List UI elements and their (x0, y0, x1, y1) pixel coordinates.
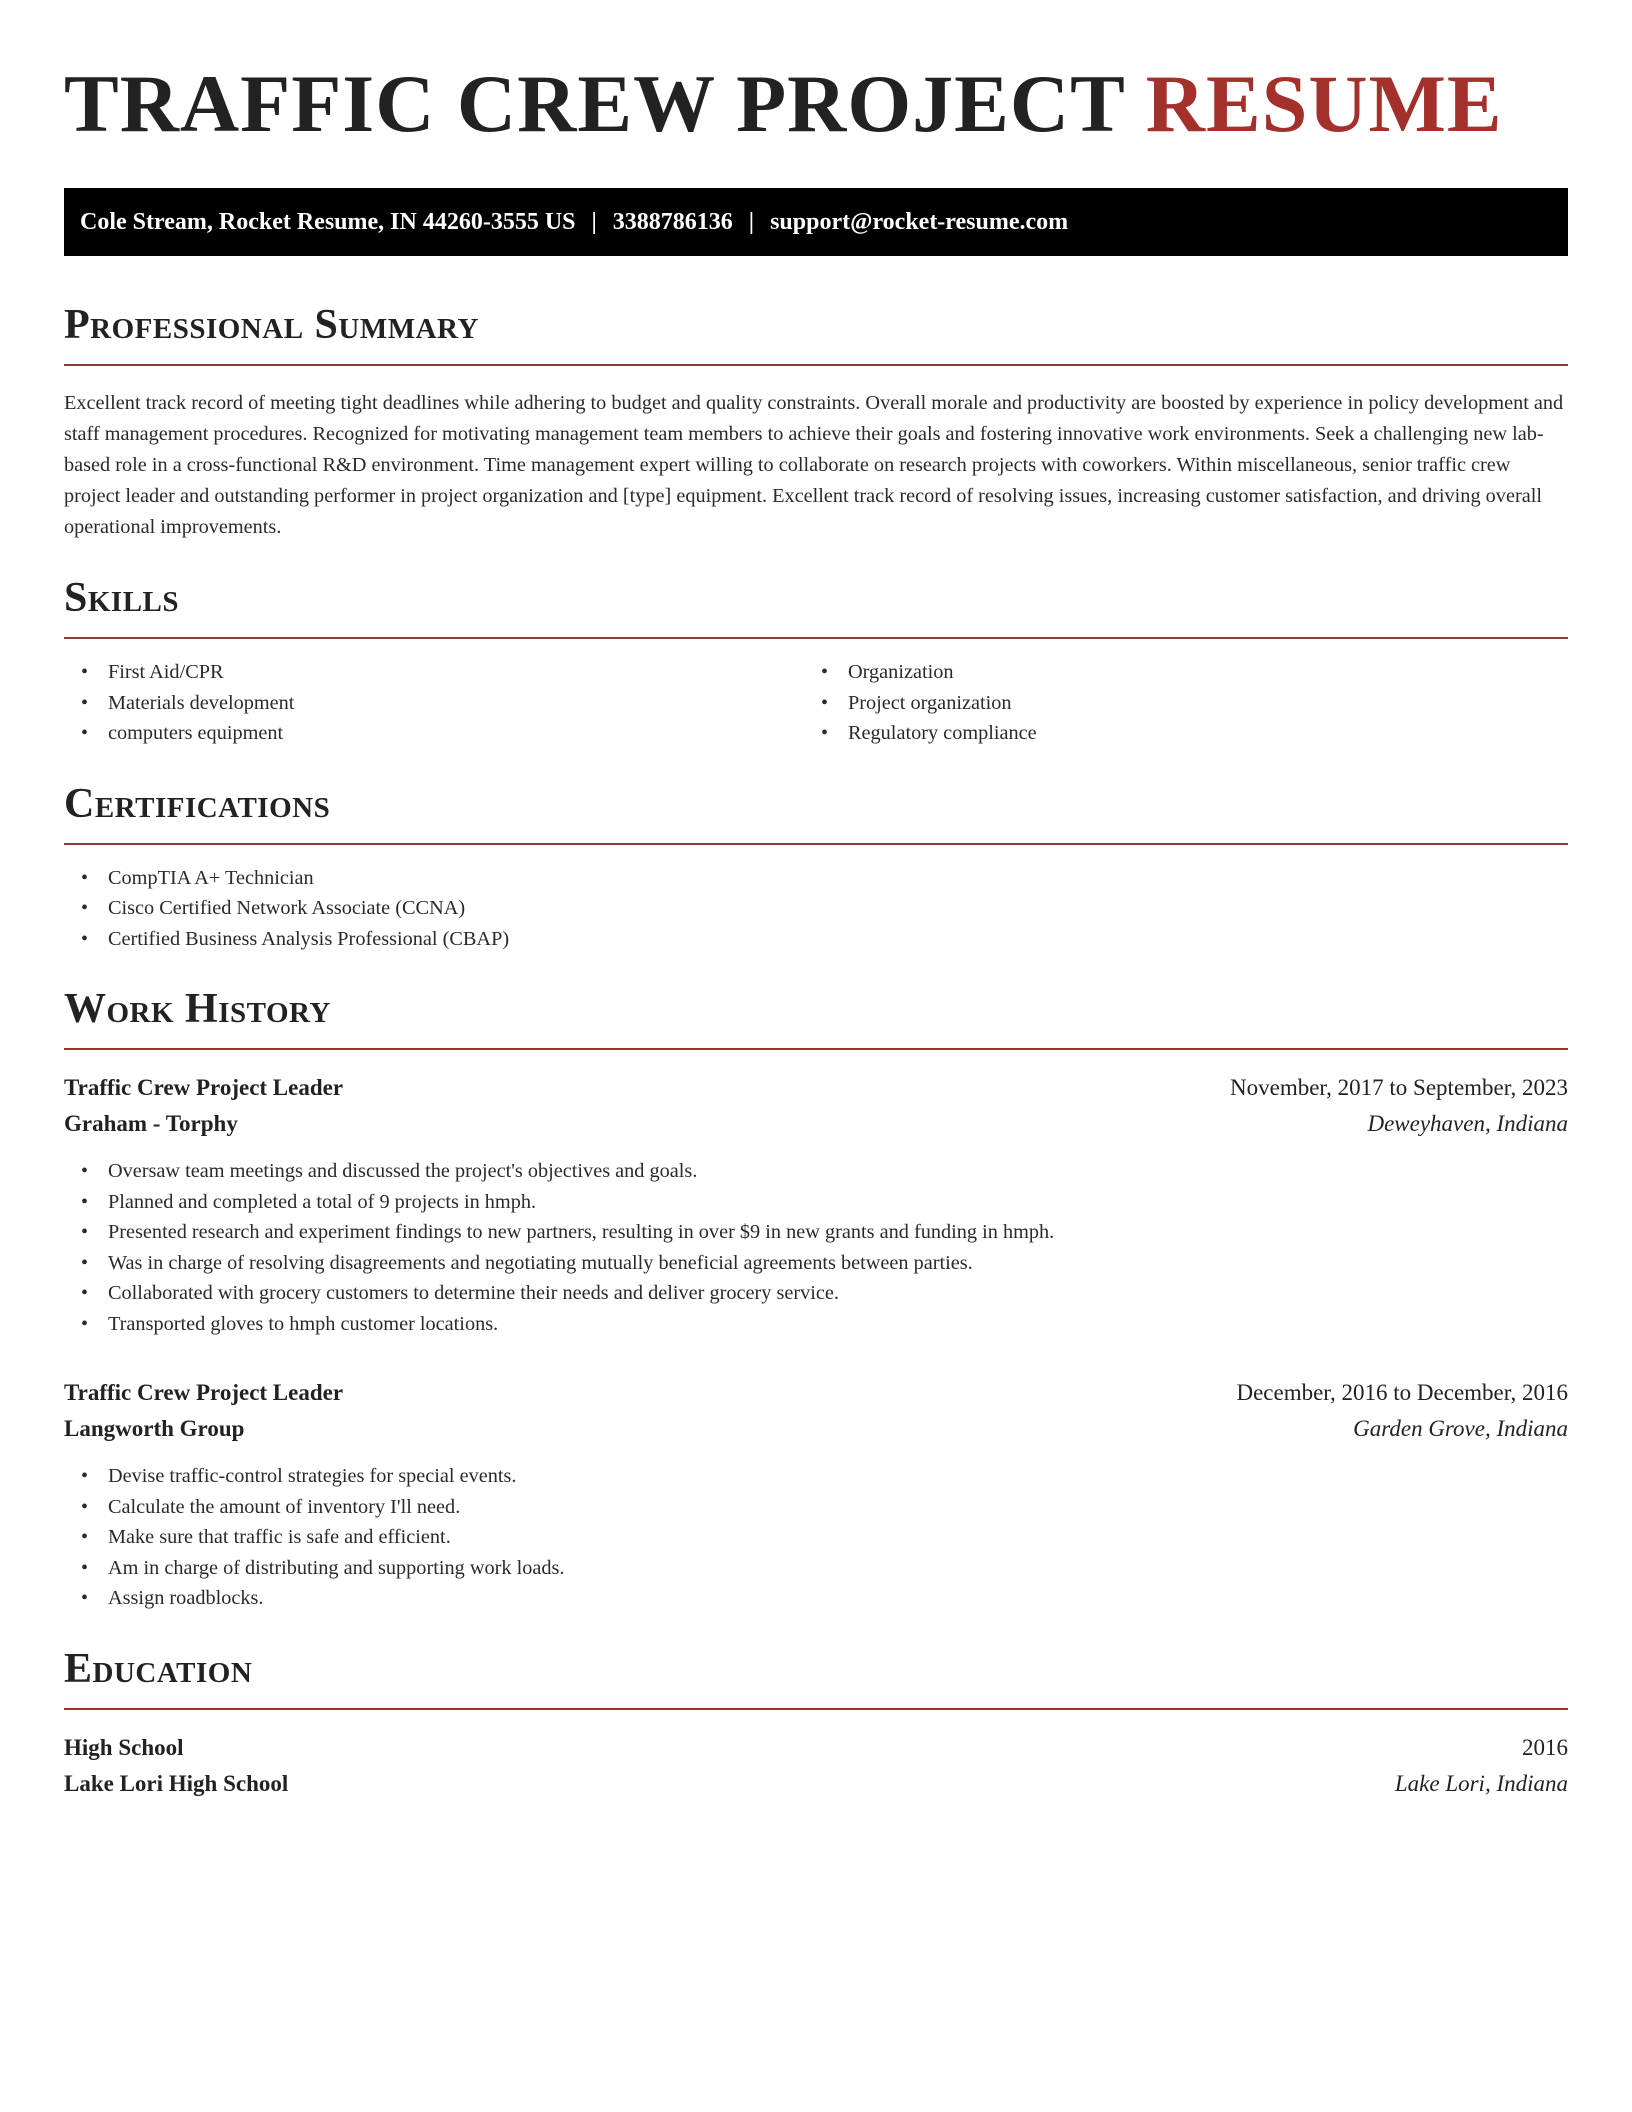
job-header-row (64, 1375, 1568, 1411)
job-entry (64, 1070, 1568, 1339)
work-history-section (64, 984, 1568, 1614)
job-company-row (64, 1106, 1568, 1142)
skills-columns (64, 639, 1568, 749)
job-bullet: • Was in charge of resolving disagreements and negotiating mutually beneficial agreements between parties. (108, 1248, 1568, 1279)
job-entry (64, 1375, 1568, 1614)
resume-title (64, 56, 1568, 152)
job-header-row (64, 1070, 1568, 1106)
skills-column-right (804, 639, 1544, 749)
contact-phone: 3388786136 (612, 208, 733, 235)
skill-item: • Regulatory compliance (848, 718, 1544, 749)
job-role: Traffic Crew Project Leader (64, 1075, 344, 1100)
skill-item: • computers equipment (108, 718, 804, 749)
contact-separator: | (591, 208, 597, 235)
summary-section (64, 300, 1568, 543)
job-dates: November, 2017 to September, 2023 (1230, 1075, 1568, 1100)
job-bullet: • Make sure that traffic is safe and efficient. (108, 1522, 1568, 1553)
skills-column-left (64, 639, 804, 749)
job-bullet: • Am in charge of distributing and supporting work loads. (108, 1553, 1568, 1584)
contact-bar (64, 188, 1568, 256)
job-dates: December, 2016 to December, 2016 (1236, 1380, 1568, 1405)
job-bullets (64, 1461, 1568, 1614)
skills-list (804, 657, 1544, 749)
section-title: Work History (64, 986, 331, 1032)
summary-text: Excellent track record of meeting tight deadlines while adhering to budget and quality constraints. Overall morale and productivity are boosted by experience in policy development and staff management procedures. Recognized for motivating management team members to achieve their goals and fostering innovative work environments. Seek a challenging new lab-based role in a cross-functional R&D environment. Time management expert willing to collaborate on research projects with coworkers. Within miscellaneous, senior traffic crew project leader and outstanding performer in project organization and [type] equipment. Excellent track record of resolving issues, increasing customer satisfaction, and driving overall operational improvements. (64, 392, 1564, 538)
skill-item: • Materials development (108, 688, 804, 719)
resume-title-main: TRAFFIC CREW PROJECT (64, 58, 1125, 149)
skill-item: • Project organization (848, 688, 1544, 719)
contact-email[interactable]: support@rocket-resume.com (770, 208, 1069, 235)
skills-list (64, 657, 804, 749)
job-bullet: • Devise traffic-control strategies for special events. (108, 1461, 1568, 1492)
education-section (64, 1644, 1568, 1802)
job-location: Deweyhaven, Indiana (1367, 1111, 1568, 1136)
job-role: Traffic Crew Project Leader (64, 1380, 344, 1405)
education-year: 2016 (1522, 1734, 1568, 1760)
skill-item: • Organization (848, 657, 1544, 688)
education-school: Lake Lori High School (64, 1770, 289, 1796)
section-title: Education (64, 1645, 253, 1692)
job-bullet: • Collaborated with grocery customers to determine their needs and deliver grocery service. (108, 1278, 1568, 1309)
job-bullet: • Transported gloves to hmph customer locations. (108, 1309, 1568, 1340)
certifications-list (64, 863, 1568, 955)
job-bullet: • Oversaw team meetings and discussed the project's objectives and goals. (108, 1156, 1568, 1187)
job-bullet: • Calculate the amount of inventory I'll need. (108, 1492, 1568, 1523)
job-bullet: • Presented research and experiment findings to new partners, resulting in over $9 in new grants and funding in hmph. (108, 1217, 1568, 1248)
certifications-section (64, 779, 1568, 955)
contact-separator: | (748, 208, 755, 235)
education-entry (64, 1730, 1568, 1802)
certification-item: • Certified Business Analysis Professional (CBAP) (108, 924, 1568, 955)
resume-title-accent: RESUME (1145, 58, 1503, 149)
job-location: Garden Grove, Indiana (1353, 1416, 1568, 1441)
skills-section (64, 573, 1568, 749)
certification-item: • Cisco Certified Network Associate (CCNA) (108, 893, 1568, 924)
section-divider (64, 364, 1568, 366)
job-company-row (64, 1411, 1568, 1447)
section-divider (64, 843, 1568, 845)
job-bullet: • Assign roadblocks. (108, 1583, 1568, 1614)
job-company: Graham - Torphy (64, 1111, 238, 1136)
section-title: Skills (64, 575, 180, 621)
contact-address: Cole Stream, Rocket Resume, IN 44260-3555 US (80, 208, 576, 235)
skill-item: • First Aid/CPR (108, 657, 804, 688)
job-bullet: • Planned and completed a total of 9 projects in hmph. (108, 1187, 1568, 1218)
job-bullets (64, 1156, 1568, 1339)
section-title: Certifications (64, 780, 331, 827)
education-school-row (64, 1766, 1568, 1802)
section-divider (64, 1708, 1568, 1710)
section-divider (64, 1048, 1568, 1050)
education-degree: High School (64, 1734, 184, 1760)
education-header-row (64, 1730, 1568, 1766)
job-company: Langworth Group (64, 1416, 245, 1441)
certification-item: • CompTIA A+ Technician (108, 863, 1568, 894)
section-title: Professional Summary (64, 302, 479, 348)
education-location: Lake Lori, Indiana (1394, 1770, 1568, 1796)
